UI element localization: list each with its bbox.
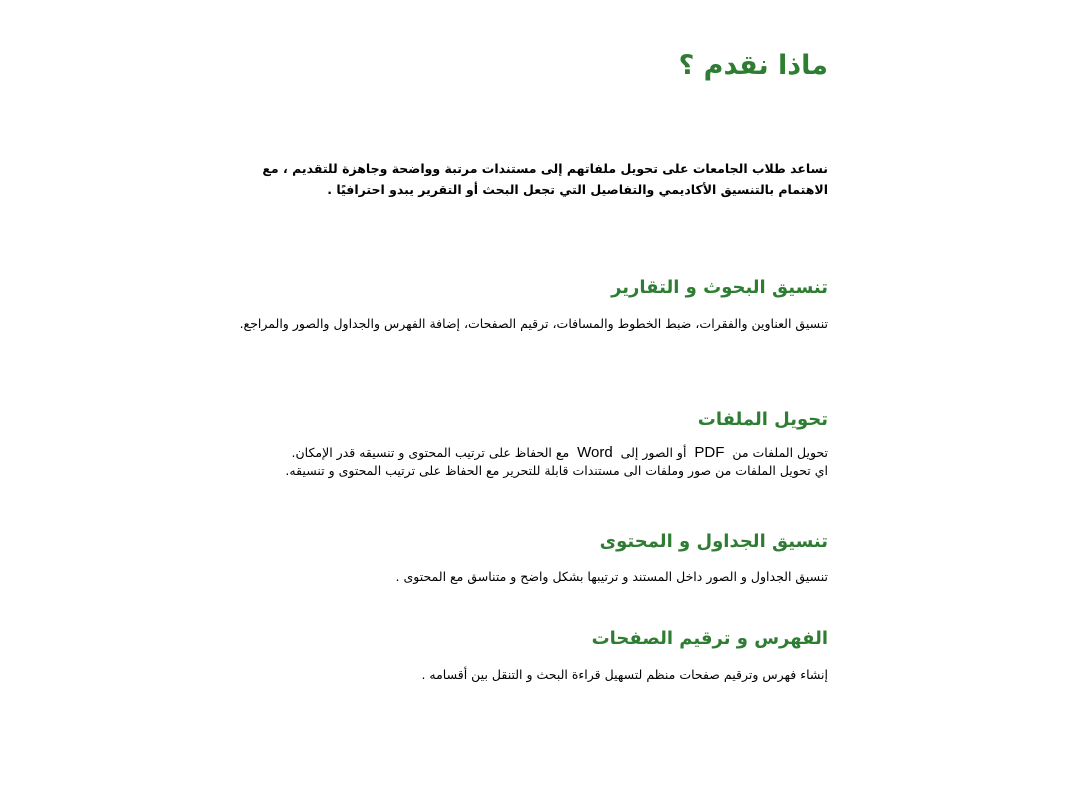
section-title-index-pagination: الفهرس و ترقيم الصفحات <box>591 628 828 649</box>
word-label: Word <box>577 444 613 461</box>
file-conversion-line-1 <box>228 444 828 462</box>
page-title: ماذا نقدم ؟ <box>678 50 828 81</box>
intro-paragraph: نساعد طلاب الجامعات على تحويل ملفاتهم إلى مستندات مرتبة وواضحة وجاهزة للتقديم ، مع الاهتمام بالتنسيق الأكاديمي والتفاصيل التي تجعل البحث أو التقرير يبدو احترافيًا . <box>262 161 828 197</box>
section-title-tables-content: تنسيق الجداول و المحتوى <box>599 531 828 552</box>
file-conversion-line-2: اي تحويل الملفات من صور وملفات الى مستندات قابلة للتحرير مع الحفاظ على ترتيب المحتوى و تنسيقه. <box>285 463 828 478</box>
file-conversion-text-c: مع الحفاظ على ترتيب المحتوى و تنسيقه قدر الإمكان. <box>291 445 570 460</box>
section-title-research-formatting: تنسيق البحوث و التقارير <box>611 277 828 298</box>
section-body-tables-content: تنسيق الجداول و الصور داخل المستند و ترتيبها بشكل واضح و متناسق مع المحتوى . <box>395 569 828 584</box>
section-title-file-conversion: تحويل الملفات <box>697 409 828 430</box>
file-conversion-text-b: أو الصور إلى <box>620 445 687 460</box>
file-conversion-text-a: تحويل الملفات من <box>732 445 828 460</box>
section-body-index-pagination: إنشاء فهرس وترقيم صفحات منظم لتسهيل قراءة البحث و التنقل بين أقسامه . <box>421 667 828 682</box>
pdf-label: PDF <box>694 444 725 461</box>
section-body-file-conversion <box>228 444 828 480</box>
section-body-research-formatting: تنسيق العناوين والفقرات، ضبط الخطوط والمسافات، ترقيم الصفحات، إضافة الفهرس والجداول والصور والمراجع. <box>239 316 828 331</box>
